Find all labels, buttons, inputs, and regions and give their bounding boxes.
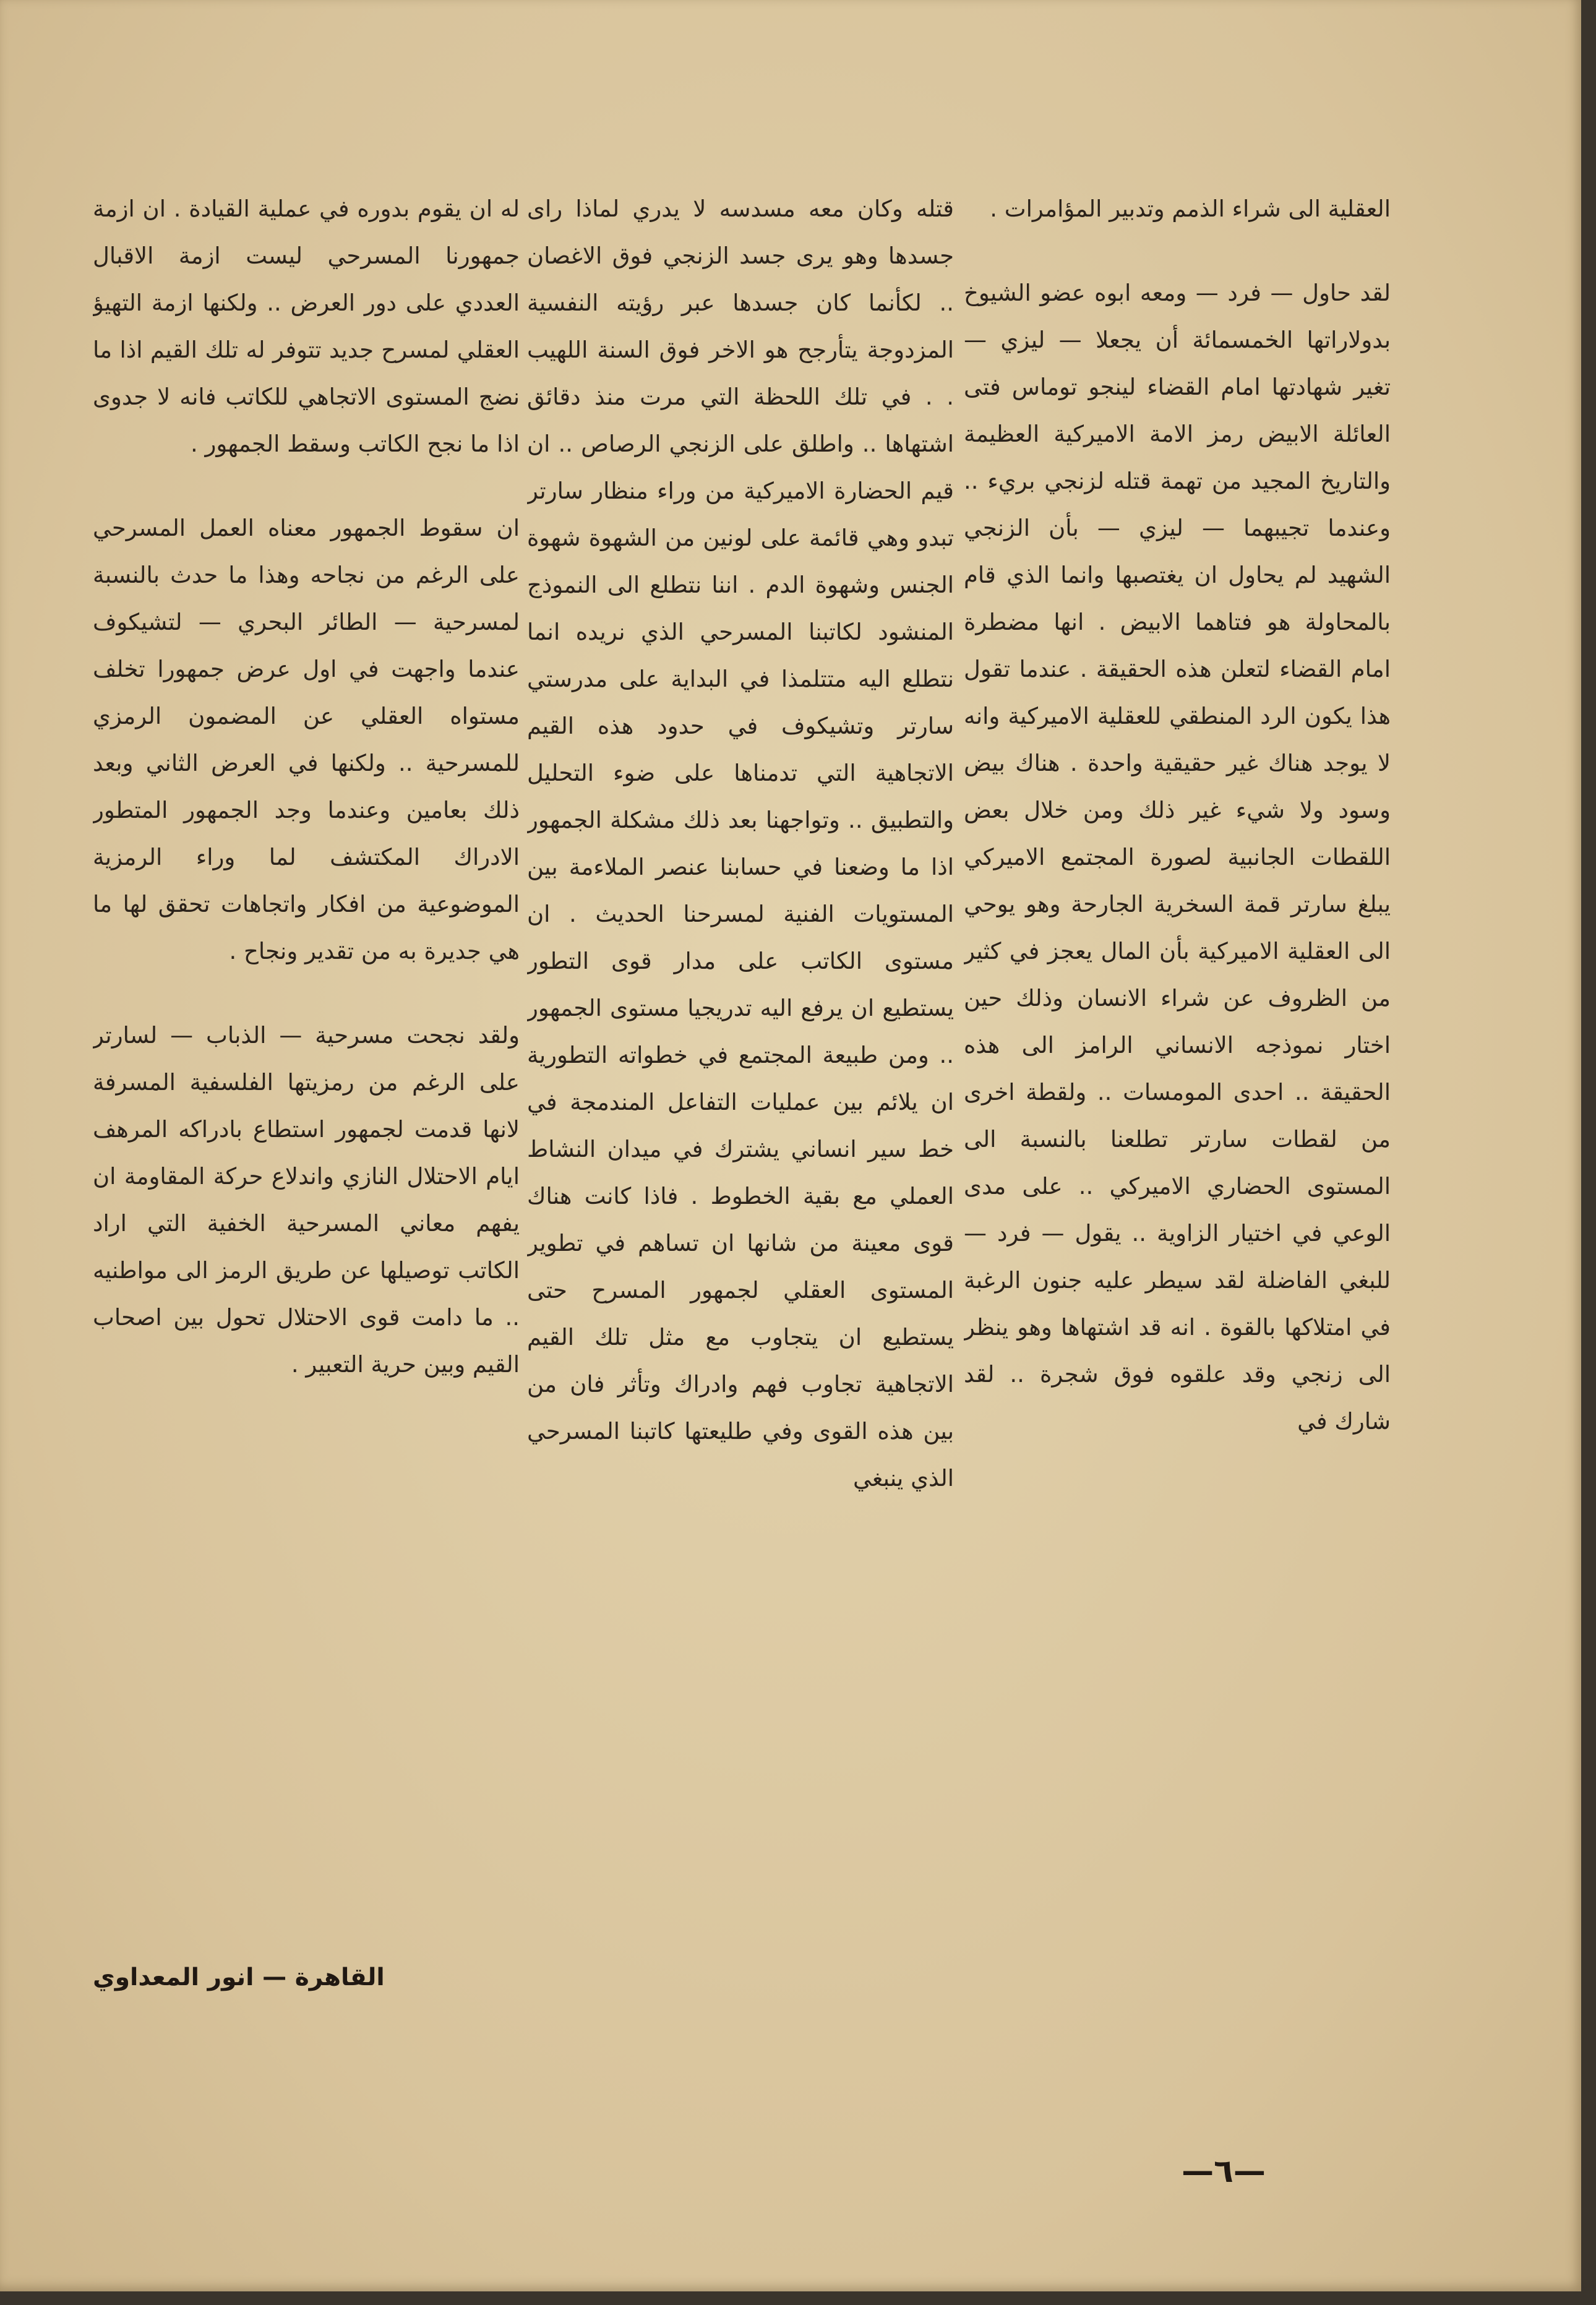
paragraph: ان سقوط الجمهور معناه العمل المسرحي على الرغم من نجاحه وهذا ما حدث بالنسبة لمسرحية — الطائر البحري — لتشيكوف عندما واجهت في اول عرض جمهورا تخلف مستواه العقلي عن المضمون الرمزي للمسرحية .. ولكنها في العرض الثاني وبعد ذلك بعامين وعندما وجد الجمهور المتطور الادراك المكتشف لما وراء الرمزية الموضوعية من افكار واتجاهات تحقق لها ما هي جديرة به من تقدير ونجاح . xyxy=(93,515,520,964)
text-column-right xyxy=(964,186,1391,2054)
page-number: —٦— xyxy=(1182,2153,1266,2190)
scan-edge-right xyxy=(1581,0,1596,2305)
scan-edge-bottom xyxy=(0,2291,1596,2305)
author-signature: القاهرة — انور المعداوي xyxy=(93,1964,385,1991)
paragraph: له ان يقوم بدوره في عملية القيادة . ان ازمة جمهورنا المسرحي ليست ازمة الاقبال العددي على دور العرض .. ولكنها ازمة التهيؤ العقلي لمسرح جديد تتوفر له تلك القيم اذا ما نضج المستوى الاتجاهي للكاتب فانه لا جدوى اذا ما نجح الكاتب وسقط الجمهور . xyxy=(93,195,520,457)
text-column-left xyxy=(93,186,520,2054)
paragraph: العقلية الى شراء الذمم وتدبير المؤامرات . xyxy=(990,195,1391,222)
paragraph: لقد حاول — فرد — ومعه ابوه عضو الشيوخ بدولاراتها الخمسمائة أن يجعلا — ليزي — تغير شهادتها امام القضاء لينجو توماس فتى العائلة الابيض رمز الامة الاميركية العظيمة والتاريخ المجيد من تهمة قتله لزنجي بريء .. وعندما تجيبهما — ليزي — بأن الزنجي الشهيد لم يحاول ان يغتصبها وانما الذي قام بالمحاولة هو فتاهما الابيض . انها مضطرة امام القضاء لتعلن هذه الحقيقة . عندما تقول هذا يكون الرد المنطقي للعقلية الاميركية وانه لا يوجد هناك غير حقيقية واحدة . هناك بيض وسود ولا شيء غير ذلك ومن خلال بعض اللقطات الجانبية لصورة المجتمع الاميركي يبلغ سارتر قمة السخرية الجارحة وهو يوحي الى العقلية الاميركية بأن المال يعجز في كثير من الظروف عن شراء الانسان وذلك حين اختار نموذجه الانساني الرامز الى هذه الحقيقة .. احدى المومسات .. ولقطة اخرى من لقطات سارتر تطلعنا بالنسبة الى المستوى الحضاري الاميركي .. على مدى الوعي في اختيار الزاوية .. يقول — فرد — للبغي الفاضلة لقد سيطر عليه جنون الرغبة في امتلاكها بالقوة . انه قد اشتهاها وهو ينظر الى زنجي وقد علقوه فوق شجرة .. لقد شارك في xyxy=(964,280,1391,1435)
paragraph: ولقد نجحت مسرحية — الذباب — لسارتر على الرغم من رمزيتها الفلسفية المسرفة لانها قدمت لجمهور استطاع بادراكه المرهف ايام الاحتلال النازي واندلاع حركة المقاومة ان يفهم معاني المسرحية الخفية التي اراد الكاتب توصيلها عن طريق الرمز الى مواطنيه .. ما دامت قوى الاحتلال تحول بين اصحاب القيم وبين حرية التعبير . xyxy=(93,1022,520,1378)
text-column-middle xyxy=(527,186,954,2054)
paragraph: قتله وكان معه مسدسه لا يدري لماذا راى جسدها وهو يرى جسد الزنجي فوق الاغصان .. لكأنما كان جسدها عبر رؤيته النفسية المزدوجة يتأرجح هو الاخر فوق السنة اللهيب . . في تلك اللحظة التي مرت منذ دقائق اشتهاها .. واطلق على الزنجي الرصاص .. ان قيم الحضارة الاميركية من وراء منظار سارتر تبدو وهي قائمة على لونين من الشهوة شهوة الجنس وشهوة الدم . اننا نتطلع الى النموذج المنشود لكاتبنا المسرحي الذي نريده انما نتطلع اليه متتلمذا في البداية على مدرستي سارتر وتشيكوف في حدود هذه القيم الاتجاهية التي تدمناها على ضوء التحليل والتطبيق .. وتواجهنا بعد ذلك مشكلة الجمهور اذا ما وضعنا في حسابنا عنصر الملاءمة بين المستويات الفنية لمسرحنا الحديث . ان مستوى الكاتب على مدار قوى التطور يستطيع ان يرفع اليه تدريجيا مستوى الجمهور .. ومن طبيعة المجتمع في خطواته التطورية ان يلائم بين عمليات التفاعل المندمجة في خط سير انساني يشترك في ميدان النشاط العملي مع بقية الخطوط . فاذا كانت هناك قوى معينة من شانها ان تساهم في تطوير المستوى العقلي لجمهور المسرح حتى يستطيع ان يتجاوب مع مثل تلك القيم الاتجاهية تجاوب فهم وادراك وتأثر فان من بين هذه القوى وفي طليعتها كاتبنا المسرحي الذي ينبغي xyxy=(527,195,954,1492)
